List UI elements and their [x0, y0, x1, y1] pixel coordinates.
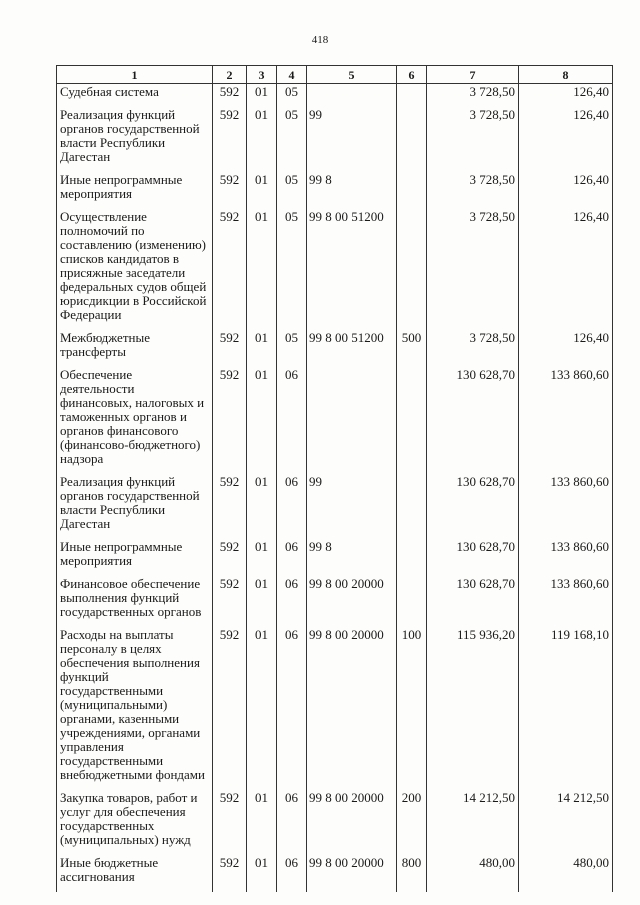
row-code-subsection: 06 [277, 474, 307, 539]
row-amount-year1: 3 728,50 [427, 330, 519, 367]
row-code-section: 01 [247, 84, 277, 108]
row-amount-year1: 3 728,50 [427, 209, 519, 330]
row-code-subsection: 05 [277, 172, 307, 209]
row-code-admin: 592 [213, 576, 247, 627]
row-target-article: 99 8 00 20000 [307, 627, 397, 790]
row-amount-year1: 130 628,70 [427, 474, 519, 539]
row-name: Обеспечение деятельности финансовых, налоговых и таможенных органов и органов финансового (финансово-бюджетного) надзора [57, 367, 213, 474]
row-amount-year2: 133 860,60 [519, 539, 613, 576]
table-row [57, 790, 613, 855]
column-header: 2 [213, 66, 247, 84]
column-header: 3 [247, 66, 277, 84]
table-row [57, 855, 613, 892]
row-code-section: 01 [247, 107, 277, 172]
table-row [57, 172, 613, 209]
row-target-article: 99 8 [307, 172, 397, 209]
row-expense-type [397, 172, 427, 209]
row-code-admin: 592 [213, 474, 247, 539]
page-number: 418 [311, 34, 329, 46]
row-name: Закупка товаров, работ и услуг для обеспечения государственных (муниципальных) нужд [57, 790, 213, 855]
row-code-section: 01 [247, 855, 277, 892]
budget-table [56, 65, 613, 892]
row-name: Осуществление полномочий по составлению (изменению) списков кандидатов в присяжные заседатели федеральных судов общей юрисдикции в Российской Федерации [57, 209, 213, 330]
table-row [57, 539, 613, 576]
row-code-section: 01 [247, 627, 277, 790]
row-code-section: 01 [247, 474, 277, 539]
row-code-section: 01 [247, 790, 277, 855]
row-amount-year2: 126,40 [519, 209, 613, 330]
row-amount-year2: 133 860,60 [519, 474, 613, 539]
row-expense-type [397, 84, 427, 108]
row-amount-year2: 126,40 [519, 172, 613, 209]
row-amount-year1: 480,00 [427, 855, 519, 892]
row-code-subsection: 06 [277, 576, 307, 627]
row-expense-type: 500 [397, 330, 427, 367]
row-expense-type [397, 539, 427, 576]
row-amount-year1: 3 728,50 [427, 84, 519, 108]
row-target-article: 99 8 00 20000 [307, 576, 397, 627]
row-target-article: 99 8 00 20000 [307, 790, 397, 855]
table-row [57, 330, 613, 367]
row-name: Реализация функций органов государственной власти Республики Дагестан [57, 107, 213, 172]
column-header: 6 [397, 66, 427, 84]
row-code-section: 01 [247, 539, 277, 576]
row-amount-year1: 115 936,20 [427, 627, 519, 790]
table-row [57, 627, 613, 790]
row-target-article: 99 [307, 474, 397, 539]
row-name: Реализация функций органов государственной власти Республики Дагестан [57, 474, 213, 539]
row-amount-year2: 133 860,60 [519, 576, 613, 627]
row-code-admin: 592 [213, 855, 247, 892]
column-header: 4 [277, 66, 307, 84]
row-code-admin: 592 [213, 367, 247, 474]
table-row [57, 209, 613, 330]
row-name: Финансовое обеспечение выполнения функций государственных органов [57, 576, 213, 627]
row-code-subsection: 06 [277, 367, 307, 474]
column-header: 7 [427, 66, 519, 84]
row-amount-year2: 480,00 [519, 855, 613, 892]
table-row [57, 576, 613, 627]
row-code-admin: 592 [213, 539, 247, 576]
row-amount-year2: 126,40 [519, 107, 613, 172]
row-code-subsection: 06 [277, 539, 307, 576]
row-expense-type [397, 474, 427, 539]
row-code-admin: 592 [213, 107, 247, 172]
row-code-subsection: 06 [277, 627, 307, 790]
row-target-article: 99 8 [307, 539, 397, 576]
row-expense-type [397, 576, 427, 627]
row-target-article: 99 [307, 107, 397, 172]
row-code-subsection: 06 [277, 855, 307, 892]
row-amount-year2: 14 212,50 [519, 790, 613, 855]
table-row [57, 367, 613, 474]
column-header: 8 [519, 66, 613, 84]
column-header: 1 [57, 66, 213, 84]
row-code-subsection: 05 [277, 330, 307, 367]
row-name: Иные непрограммные мероприятия [57, 539, 213, 576]
row-expense-type: 800 [397, 855, 427, 892]
row-amount-year2: 126,40 [519, 84, 613, 108]
row-code-section: 01 [247, 330, 277, 367]
row-amount-year1: 130 628,70 [427, 539, 519, 576]
row-code-section: 01 [247, 576, 277, 627]
row-code-admin: 592 [213, 209, 247, 330]
table-row [57, 474, 613, 539]
row-amount-year2: 119 168,10 [519, 627, 613, 790]
row-code-admin: 592 [213, 84, 247, 108]
row-name: Иные бюджетные ассигнования [57, 855, 213, 892]
row-name: Иные непрограммные мероприятия [57, 172, 213, 209]
header-row [57, 66, 613, 84]
row-code-subsection: 06 [277, 790, 307, 855]
row-expense-type [397, 367, 427, 474]
row-code-subsection: 05 [277, 84, 307, 108]
row-name: Расходы на выплаты персоналу в целях обеспечения выполнения функций государственными (муниципальными) органами, казенными учреждениями, органами управления государственными внебюджетными фондами [57, 627, 213, 790]
row-name: Межбюджетные трансферты [57, 330, 213, 367]
row-code-subsection: 05 [277, 107, 307, 172]
row-amount-year2: 133 860,60 [519, 367, 613, 474]
row-code-admin: 592 [213, 627, 247, 790]
row-amount-year2: 126,40 [519, 330, 613, 367]
row-expense-type [397, 209, 427, 330]
row-code-admin: 592 [213, 330, 247, 367]
row-target-article: 99 8 00 51200 [307, 209, 397, 330]
row-amount-year1: 130 628,70 [427, 576, 519, 627]
row-amount-year1: 14 212,50 [427, 790, 519, 855]
row-code-subsection: 05 [277, 209, 307, 330]
table-body [57, 84, 613, 893]
row-code-admin: 592 [213, 172, 247, 209]
row-expense-type [397, 107, 427, 172]
row-code-section: 01 [247, 172, 277, 209]
row-expense-type: 200 [397, 790, 427, 855]
row-target-article [307, 367, 397, 474]
row-amount-year1: 3 728,50 [427, 172, 519, 209]
row-target-article: 99 8 00 20000 [307, 855, 397, 892]
row-target-article: 99 8 00 51200 [307, 330, 397, 367]
row-code-section: 01 [247, 367, 277, 474]
row-amount-year1: 3 728,50 [427, 107, 519, 172]
column-header: 5 [307, 66, 397, 84]
row-name: Судебная система [57, 84, 213, 108]
row-amount-year1: 130 628,70 [427, 367, 519, 474]
row-code-section: 01 [247, 209, 277, 330]
table-row [57, 107, 613, 172]
row-target-article [307, 84, 397, 108]
row-expense-type: 100 [397, 627, 427, 790]
table-row [57, 84, 613, 108]
row-code-admin: 592 [213, 790, 247, 855]
